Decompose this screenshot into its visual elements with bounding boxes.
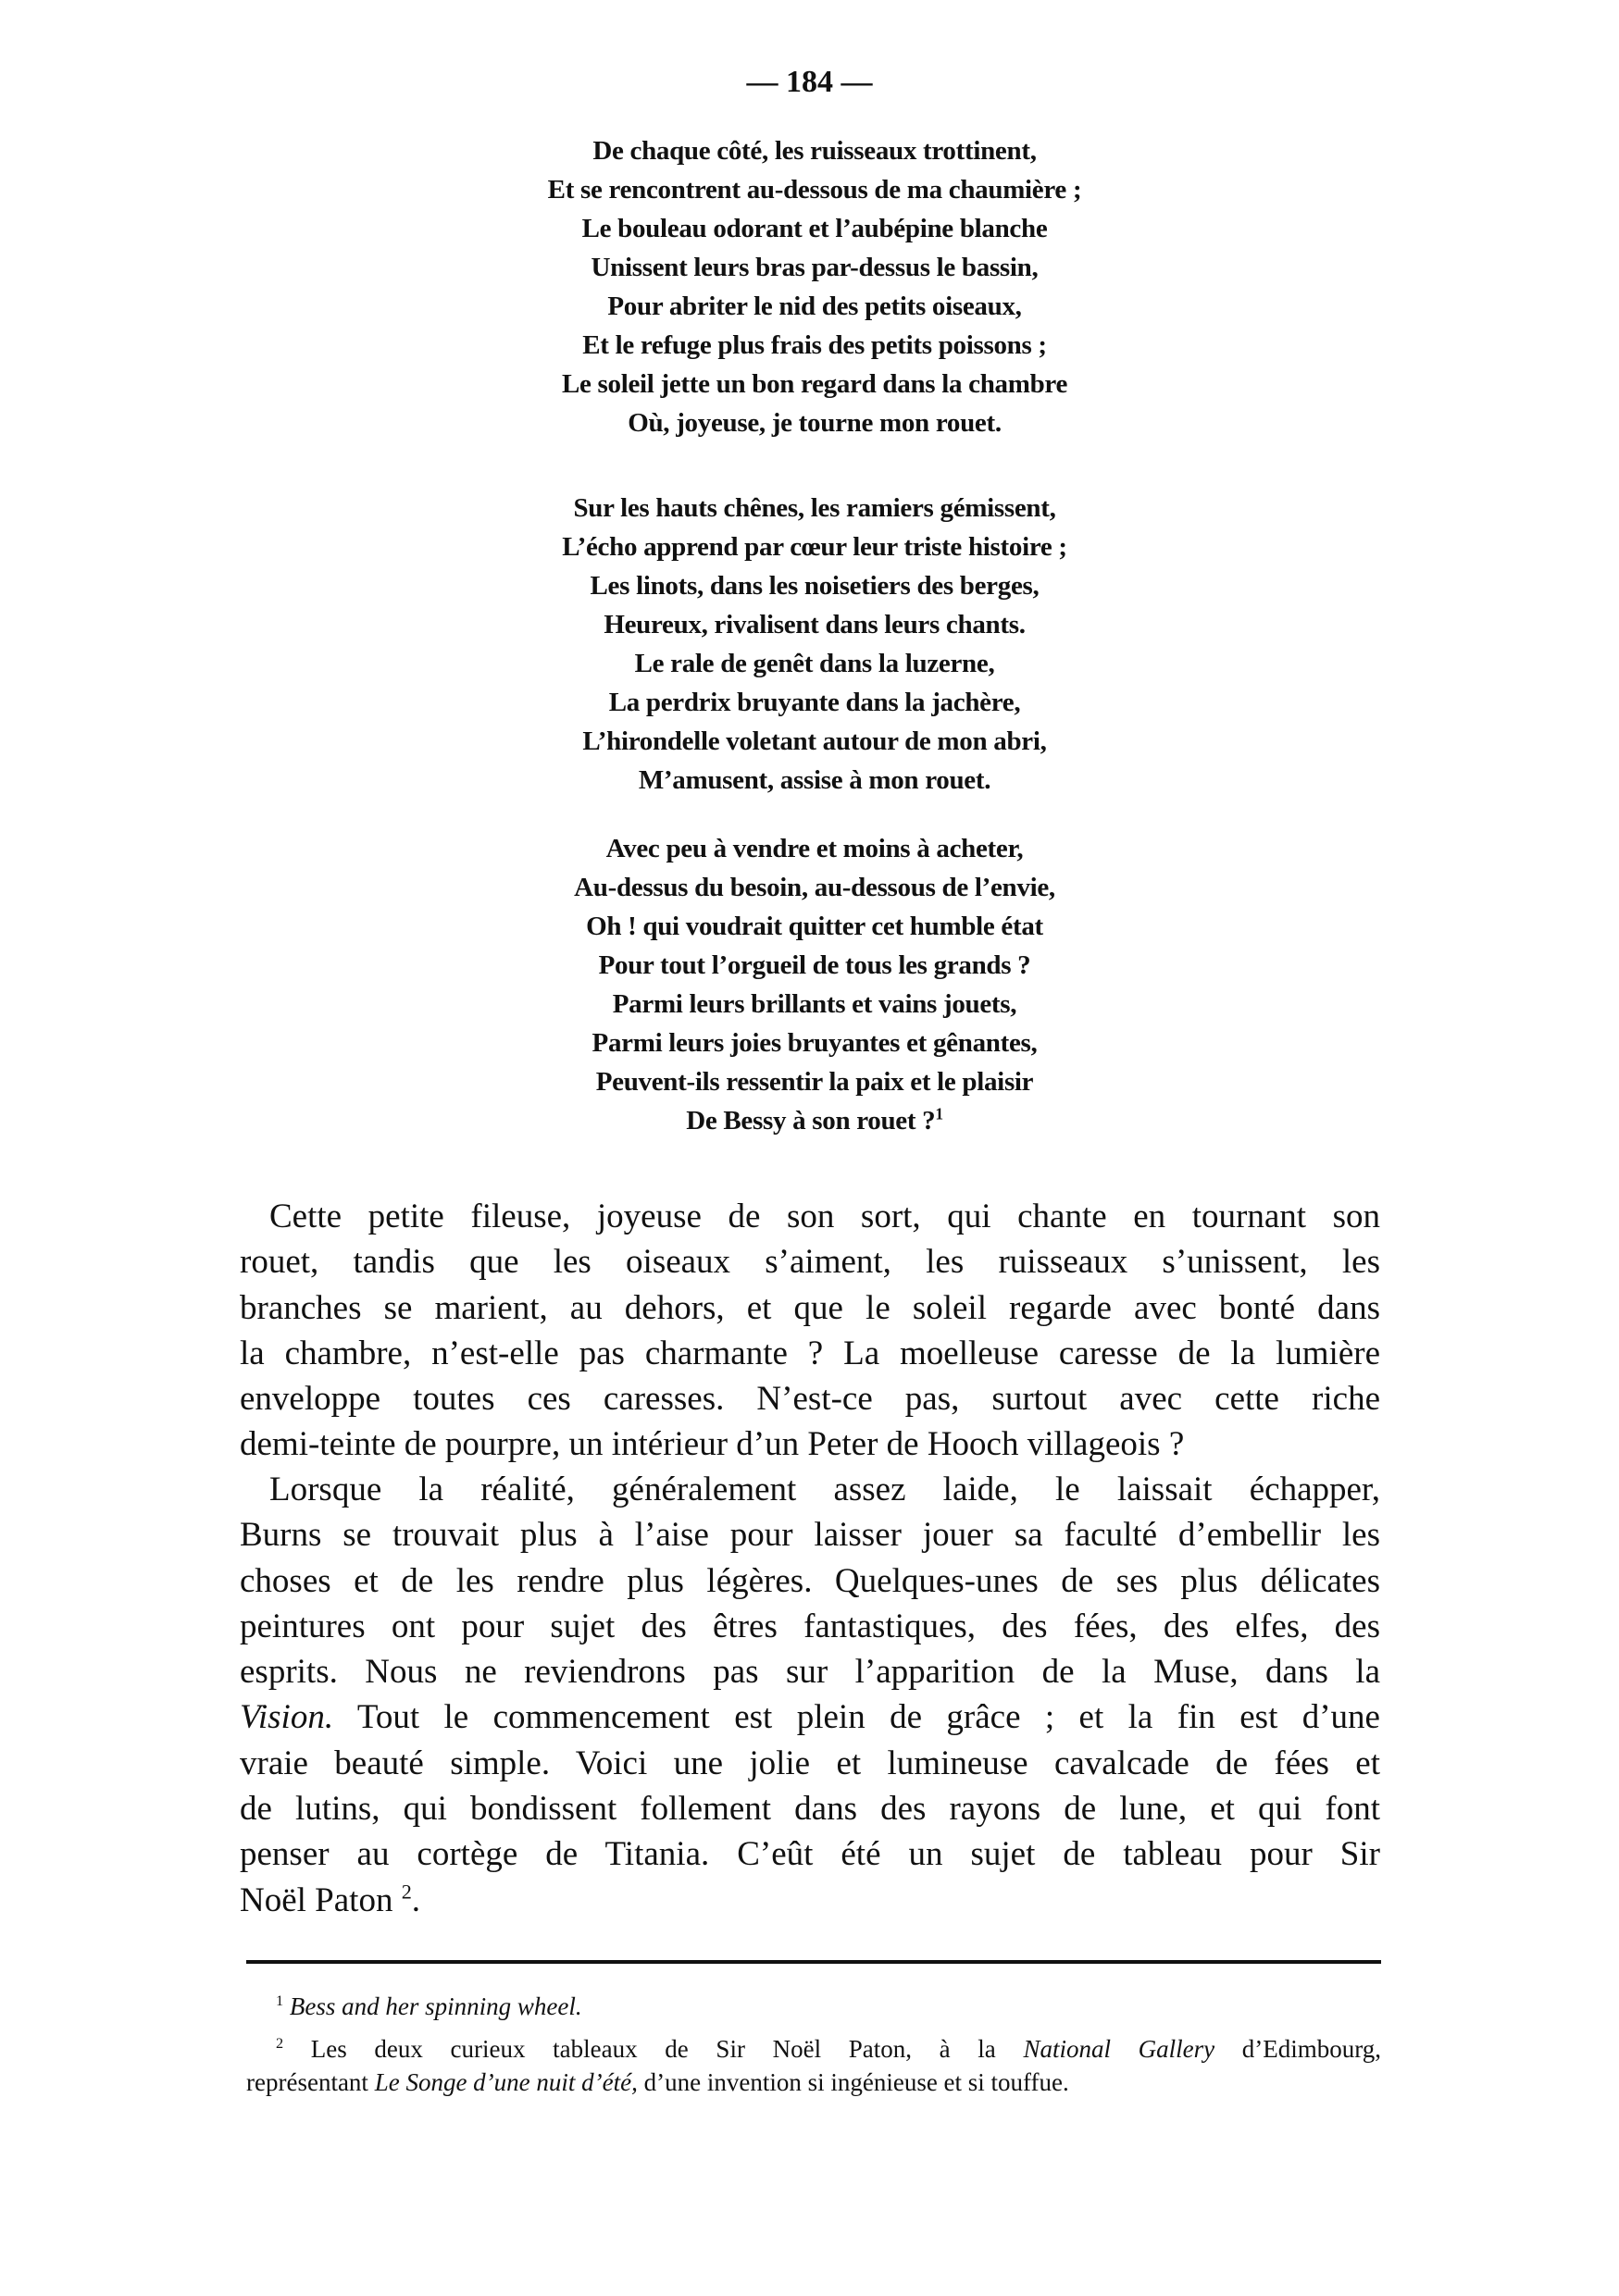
footnotes: [246, 1990, 1381, 2099]
prose-line: Lorsque la réalité, généralement assez laide, le laissait échapper,: [269, 1471, 1380, 1508]
prose-line: demi-teinte de pourpre, un intérieur d’un Peter de Hooch villageois ?: [240, 1425, 1185, 1464]
footnote-italic: National Gallery: [1023, 2035, 1215, 2063]
poem-line: Avec peu à vendre et moins à acheter,: [605, 834, 1024, 863]
footnote-text: d’Edimbourg,: [1241, 2035, 1382, 2063]
poem-stanza-3: [352, 829, 1277, 1140]
footnote-ref-1: 1: [935, 1104, 943, 1123]
footnote-2-line-1: [246, 2032, 1381, 2066]
poem-line: L’hirondelle voletant autour de mon abri,: [582, 726, 1047, 756]
poem-line: [352, 1101, 1277, 1140]
poem-line: Oh ! qui voudrait quitter cet humble état: [586, 912, 1043, 941]
poem-line: Le bouleau odorant et l’aubépine blanche: [581, 214, 1048, 243]
poem-line: Au-dessus du besoin, au-dessous de l’envie,: [574, 873, 1055, 902]
prose-line: Burns se trouvait plus à l’aise pour laisser jouer sa faculté d’embellir les: [240, 1516, 1380, 1555]
poem-line: La perdrix bruyante dans la jachère,: [608, 688, 1021, 717]
prose-line: esprits. Nous ne reviendrons pas sur l’apparition de la Muse, dans la: [240, 1653, 1380, 1692]
poem-stanza-2: [352, 489, 1277, 800]
poem-line: Sur les hauts chênes, les ramiers gémissent,: [573, 493, 1056, 523]
footnote-italic: Le Songe d’une nuit d’été,: [374, 2068, 638, 2096]
footnote-number: 1: [276, 1992, 284, 2009]
prose-text: Tout le commencement est plein de grâce ; et la fin est d’une: [356, 1698, 1380, 1737]
paragraph-2: [240, 1467, 1380, 1923]
prose-line: la chambre, n’est-elle pas charmante ? La moelleuse caresse de la lumière: [240, 1334, 1380, 1372]
poem-line: De chaque côté, les ruisseaux trottinent,: [592, 136, 1037, 166]
poem-line: Et le refuge plus frais des petits poissons ;: [582, 330, 1047, 360]
footnote-1: [246, 1990, 1381, 2023]
poem-line: Peuvent-ils ressentir la paix et le plaisir: [595, 1067, 1034, 1097]
footnote-ref-2: 2: [401, 1880, 412, 1904]
prose-line: peintures ont pour sujet des êtres fantastiques, des fées, des elfes, des: [240, 1607, 1380, 1645]
poem-line: L’écho apprend par cœur leur triste histoire ;: [562, 532, 1067, 562]
paragraph-1: [240, 1194, 1380, 1468]
footnote-2-line-2: [246, 2066, 1381, 2099]
poem-line: Parmi leurs brillants et vains jouets,: [612, 989, 1017, 1019]
poem-line: M’amusent, assise à mon rouet.: [638, 765, 991, 795]
prose-line: rouet, tandis que les oiseaux s’aiment, les ruisseaux s’unissent, les: [240, 1243, 1380, 1282]
footnote-text: Les deux curieux tableaux de Sir Noël Paton, à la: [310, 2035, 996, 2063]
prose-line: vraie beauté simple. Voici une jolie et lumineuse cavalcade de fées et: [240, 1744, 1380, 1782]
poem-line: Pour abriter le nid des petits oiseaux,: [607, 292, 1022, 321]
prose-line: branches se marient, au dehors, et que le soleil regarde avec bonté dans: [240, 1288, 1380, 1327]
period: .: [411, 1880, 421, 1919]
page-number: — 184 —: [746, 65, 873, 99]
prose-line: choses et de les rendre plus légères. Quelques-unes de ses plus délicates: [240, 1561, 1380, 1600]
poem-line: Heureux, rivalisent dans leurs chants.: [604, 610, 1026, 639]
poem-line: Le rale de genêt dans la luzerne,: [634, 649, 995, 678]
footnote-number: 2: [276, 2035, 284, 2052]
poem-line: Unissent leurs bras par-dessus le bassin,: [591, 253, 1039, 282]
poem-stanza-1: [352, 131, 1277, 442]
poem-line: Et se rencontrent au-dessous de ma chaumière ;: [547, 175, 1082, 205]
prose-line: [240, 1878, 1380, 1923]
footnote-text: d’une invention si ingénieuse et si touffue.: [643, 2068, 1069, 2096]
footnote-divider: [246, 1960, 1381, 1964]
vision-title: Vision.: [240, 1698, 334, 1737]
footnote-text: Bess and her spinning wheel.: [289, 1992, 582, 2020]
poem-line: Parmi leurs joies bruyantes et gênantes,: [592, 1028, 1038, 1058]
poem-line: Pour tout l’orgueil de tous les grands ?: [598, 950, 1031, 980]
prose-line: [240, 1694, 1380, 1740]
poem-line: Les linots, dans les noisetiers des berges,: [590, 571, 1040, 601]
footnote-text: représentant: [246, 2068, 368, 2096]
prose-line: de lutins, qui bondissent follement dans des rayons de lune, et qui font: [240, 1790, 1380, 1829]
prose-line: Cette petite fileuse, joyeuse de son sort, qui chante en tournant son: [269, 1198, 1380, 1235]
poem-line: Où, joyeuse, je tourne mon rouet.: [628, 408, 1002, 438]
prose-text: Noël Paton: [240, 1880, 393, 1919]
prose-line: penser au cortège de Titania. C’eût été un sujet de tableau pour Sir: [240, 1835, 1380, 1874]
poem-line: Le soleil jette un bon regard dans la chambre: [561, 369, 1068, 399]
prose-line: enveloppe toutes ces caresses. N’est-ce pas, surtout avec cette riche: [240, 1380, 1380, 1419]
poem-line-text: De Bessy à son rouet ?: [686, 1106, 936, 1136]
